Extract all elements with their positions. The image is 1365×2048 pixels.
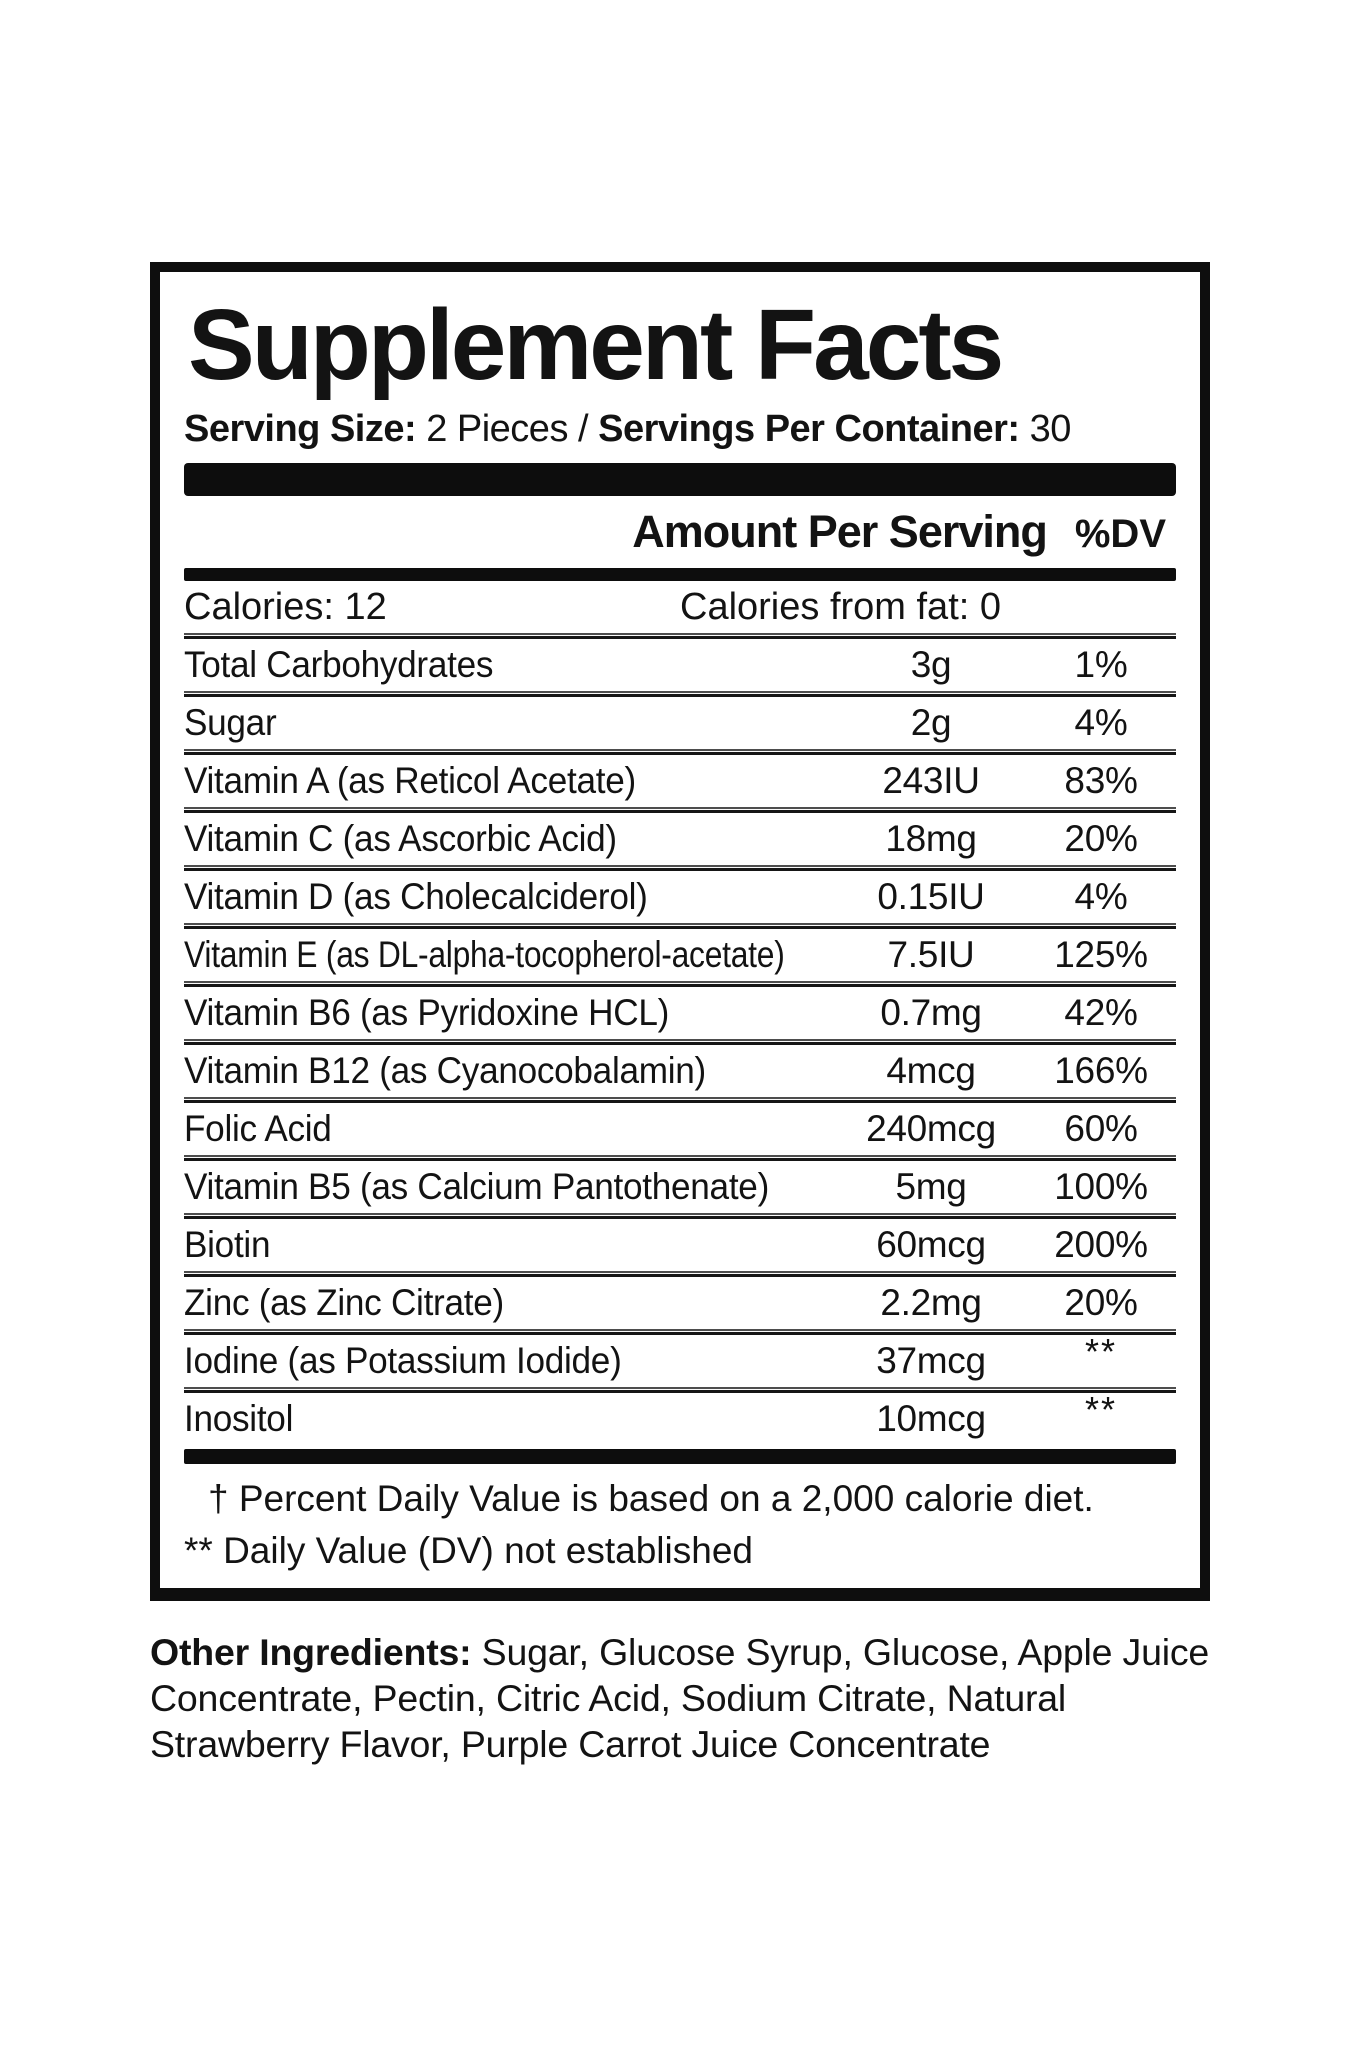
nutrient-amount: 0.15IU <box>877 876 985 917</box>
nutrient-dv: 60% <box>1064 1108 1138 1149</box>
nutrient-dv: 200% <box>1054 1224 1148 1265</box>
panel-title: Supplement Facts <box>188 289 1002 401</box>
row-vitamin-c <box>184 813 1176 865</box>
serving-size-label: Serving Size: <box>184 408 417 450</box>
top-divider-bar <box>184 463 1176 496</box>
percent-dv-header: %DV <box>1074 512 1166 556</box>
nutrient-amount: 3g <box>910 644 952 685</box>
row-vitamin-b5 <box>184 1161 1176 1213</box>
footnote-not-established: ** Daily Value (DV) not established <box>184 1530 753 1571</box>
row-inositol <box>184 1389 1176 1445</box>
nutrient-dv: 20% <box>1064 818 1138 859</box>
nutrient-name: Iodine (as Potassium Iodide) <box>184 1340 622 1381</box>
row-sugar <box>184 697 1176 749</box>
nutrient-name: Vitamin E (as DL-alpha-tocopherol-acetate) <box>184 934 785 975</box>
calories-from-fat-value: Calories from fat: 0 <box>680 585 1001 628</box>
servings-per-container-value: 30 <box>1019 408 1071 450</box>
nutrient-dv-not-established: ** <box>1084 1331 1118 1372</box>
nutrient-dv: 4% <box>1074 702 1128 743</box>
row-vitamin-b6 <box>184 987 1176 1039</box>
row-vitamin-b12 <box>184 1045 1176 1097</box>
nutrient-dv: 42% <box>1064 992 1138 1033</box>
nutrient-name: Vitamin B5 (as Calcium Pantothenate) <box>184 1166 769 1207</box>
nutrient-name: Total Carbohydrates <box>184 644 494 685</box>
header-divider-bar <box>184 568 1176 581</box>
nutrient-amount: 7.5IU <box>887 934 975 975</box>
nutrient-dv: 125% <box>1054 934 1148 975</box>
calories-row <box>184 581 1176 633</box>
row-zinc <box>184 1277 1176 1329</box>
serving-size-value: 2 Pieces / <box>416 408 599 450</box>
nutrient-name: Vitamin A (as Reticol Acetate) <box>184 760 636 801</box>
nutrient-amount: 243IU <box>882 760 980 801</box>
other-ingredients-text: Sugar, Glucose Syrup, Glucose, Apple Juice Concentrate, Pectin, Citric Acid, Sodium Citrate, Natural Strawberry Flavor, Purple Carrot Juice Concentrate <box>150 1631 1220 1765</box>
nutrient-name: Inositol <box>184 1398 294 1439</box>
nutrient-name: Vitamin B6 (as Pyridoxine HCL) <box>184 992 670 1033</box>
nutrient-amount: 2g <box>910 702 952 743</box>
nutrient-amount: 5mg <box>895 1166 967 1207</box>
nutrient-amount: 0.7mg <box>880 992 982 1033</box>
row-vitamin-e <box>184 929 1176 981</box>
nutrient-name: Vitamin B12 (as Cyanocobalamin) <box>184 1050 706 1091</box>
other-ingredients-label: Other Ingredients: <box>150 1631 472 1673</box>
row-vitamin-d <box>184 871 1176 923</box>
row-total-carbohydrates <box>184 639 1176 691</box>
nutrient-name: Vitamin D (as Cholecalciderol) <box>184 876 648 917</box>
nutrient-name: Biotin <box>184 1224 271 1265</box>
nutrient-amount: 10mcg <box>876 1398 986 1439</box>
row-folic-acid <box>184 1103 1176 1155</box>
nutrient-dv: 1% <box>1074 644 1128 685</box>
nutrient-dv: 166% <box>1054 1050 1148 1091</box>
nutrient-name: Sugar <box>184 702 277 743</box>
bottom-divider-bar <box>184 1449 1176 1464</box>
row-vitamin-a <box>184 755 1176 807</box>
nutrient-name: Vitamin C (as Ascorbic Acid) <box>184 818 617 859</box>
column-header-row <box>184 506 1176 558</box>
nutrient-name: Folic Acid <box>184 1108 332 1149</box>
other-ingredients-paragraph <box>150 1630 1235 1767</box>
nutrient-dv-not-established: ** <box>1084 1389 1118 1430</box>
nutrient-amount: 240mcg <box>866 1108 996 1149</box>
nutrient-dv: 20% <box>1064 1282 1138 1323</box>
serving-info-line <box>184 408 1176 451</box>
row-biotin <box>184 1219 1176 1271</box>
amount-per-serving-header: Amount Per Serving <box>632 506 1047 557</box>
nutrient-amount: 37mcg <box>876 1340 986 1381</box>
footnote-daily-value: † Percent Daily Value is based on a 2,000 calorie diet. <box>208 1478 1094 1519</box>
calories-value: Calories: 12 <box>184 585 387 628</box>
nutrient-amount: 60mcg <box>876 1224 986 1265</box>
nutrient-amount: 2.2mg <box>880 1282 982 1323</box>
row-iodine <box>184 1331 1176 1387</box>
nutrient-dv: 4% <box>1074 876 1128 917</box>
nutrient-dv: 83% <box>1064 760 1138 801</box>
nutrient-dv: 100% <box>1054 1166 1148 1207</box>
servings-per-container-label: Servings Per Container: <box>598 408 1020 450</box>
nutrient-amount: 18mg <box>885 818 977 859</box>
nutrient-amount: 4mcg <box>886 1050 976 1091</box>
nutrient-name: Zinc (as Zinc Citrate) <box>184 1282 504 1323</box>
supplement-facts-panel <box>150 262 1210 1601</box>
